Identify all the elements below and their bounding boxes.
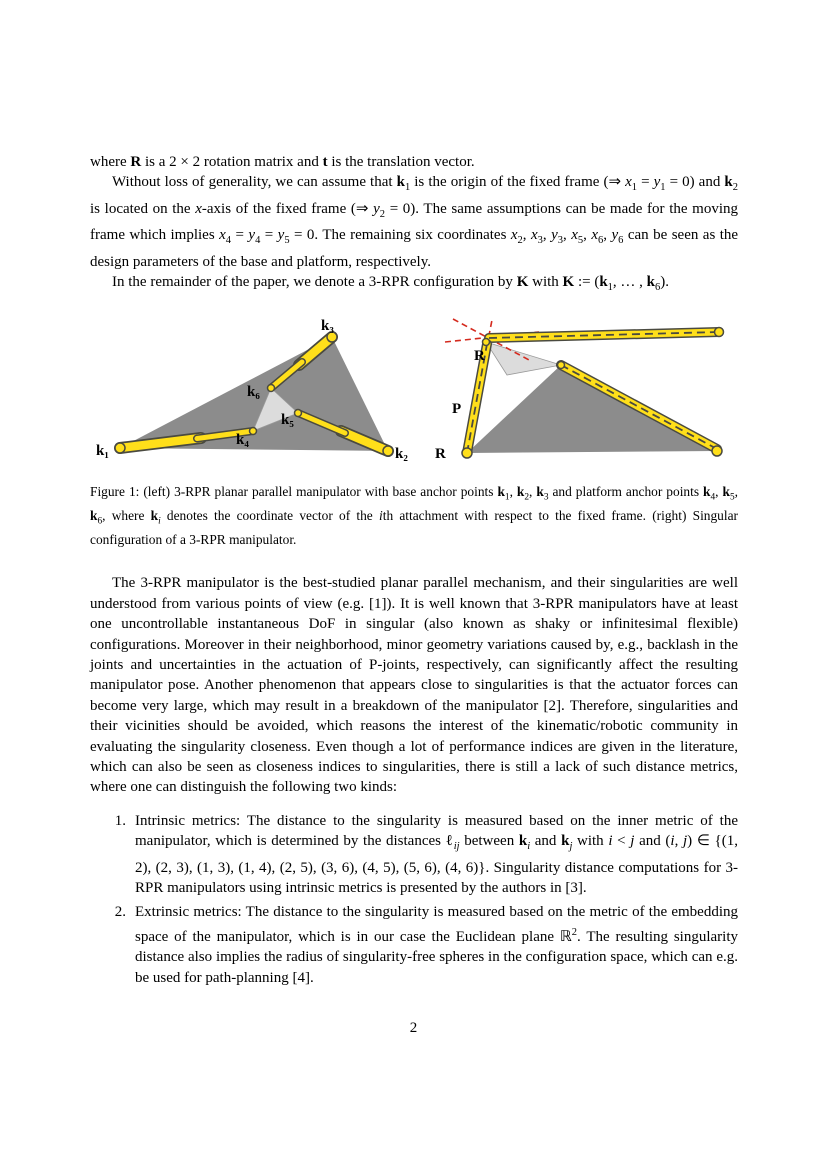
label-k4: k₄ (236, 432, 249, 449)
joint-platform-top (483, 339, 490, 346)
label-k6: k₆ (247, 384, 260, 401)
joint-k6 (268, 385, 275, 392)
label-k1: k₁ (96, 443, 109, 460)
paragraph-configuration-notation: In the remainder of the paper, we denote a 3-RPR configuration by K with K := ($k_1$, … , $k_6$). (112, 274, 670, 294)
right-link-top (489, 332, 719, 338)
list-text: Extrinsic metrics: The distance to the singularity is measured based on the metric of the embedding space of the manipulator, which is in our case the Euclidean plane ℝ$^2$. The resulting singularity distance also implies the radius of singularity-free spheres in the configuration space, which can e.g. be used for path-planning [4]. (135, 904, 738, 986)
list-number: 2. (114, 904, 126, 921)
label-r-top: R (474, 348, 485, 365)
figure-left-3rpr-manipulator (93, 318, 415, 470)
label-k3: k₃ (321, 318, 334, 335)
metrics-list (90, 811, 738, 988)
list-item-intrinsic-metrics (90, 811, 738, 899)
list-number: 1. (114, 812, 126, 829)
paragraph-rotation-translation: where R is a 2 × 2 rotation matrix and t is the translation vector. (90, 154, 475, 170)
page-content (90, 152, 738, 992)
joint-base-left (462, 448, 472, 458)
joint-platform-right (558, 362, 565, 369)
label-p: P (452, 401, 462, 418)
joint-k1 (115, 443, 125, 453)
figure-right-singular-configuration (429, 318, 735, 470)
list-item-extrinsic-metrics (90, 902, 738, 988)
right-platform-triangle (486, 342, 561, 375)
joint-k2 (383, 446, 393, 456)
joint-k5 (295, 410, 302, 417)
paragraph-3rpr-overview: The 3-RPR manipulator is the best-studied planar parallel mechanism, and their singularities are well understood from various points of view (e.g. [1]). It is well known that 3-RPR manipulators have at least one uncontrollable instantaneous DoF in singular (also known as shaky or infinitesimal flexible) configurations. Moreover in their neighborhood, minor geometry variations caused by, e.g., backlash in the joints and uncertainties in the actuation of P-joints, respectively, can significantly affect the resulting manipulator pose. Another phenomenon that appears close to singularities is that the actuator forces can become very large, which may result in a breakdown of the manipulator [2]. Therefore, singularities and their vicinities should be avoided, which reasons the interest of the kinematic/robotic community in evaluating the singularity closeness. Even though a lot of performance indices are given in the literature, which can also be seen as closeness indices to singularities, there is still a lack of such distance metrics, where one can distinguish the following two kinds: (90, 575, 738, 796)
label-r-bottom: R (435, 446, 446, 463)
paragraph-frame-assumptions: Without loss of generality, we can assume that $k_1$ is the origin of the fixed frame (⇒ $x_1 = y_1 = 0$) and $k_2$ is located on the x-axis of the fixed frame (⇒ $y_2 = 0$). The same assumptions can be made for the moving frame which implies $x_4 = y_4 = y_5 = 0$. The remaining six coordinates $x_2$, $x_3$, $y_3$, $x_5$, $x_6$, $y_6$ can be seen as the design parameters of the base and platform, respectively. (90, 174, 739, 270)
joint-top-right (715, 328, 724, 337)
page-number: 2 (409, 1020, 418, 1036)
label-k2: k₂ (395, 446, 408, 463)
figure-1-caption: Figure 1: (left) 3-RPR planar parallel manipulator with base anchor points $k_1$, $k_2$, $k_3$ and platform anchor points $k_4$, $k_5$, $k_6$, where $k_i$ denotes the coordinate vector of the ith attachment with respect to the fixed frame. (right) Singular configuration of a 3-RPR manipulator. (90, 484, 738, 548)
joint-base-right (712, 446, 722, 456)
label-k5: k₅ (281, 412, 294, 429)
list-text: Intrinsic metrics: The distance to the singularity is measured based on the inner metric of the manipulator, which is determined by the distances ℓ$_{ij}$ between $k_i$ and $k_j$ with i < j and (i, j) ∈ {(1, 2), (2, 3), (1, 3), (1, 4), (2, 5), (3, 6), (4, 5), (5, 6), (4, 6)}. Singularity distance computations for 3-RPR manipulators using intrinsic metrics is presented by the authors in [3]. (135, 812, 738, 897)
figure-row (90, 318, 738, 470)
figure-1 (90, 318, 738, 548)
joint-k4 (250, 428, 257, 435)
